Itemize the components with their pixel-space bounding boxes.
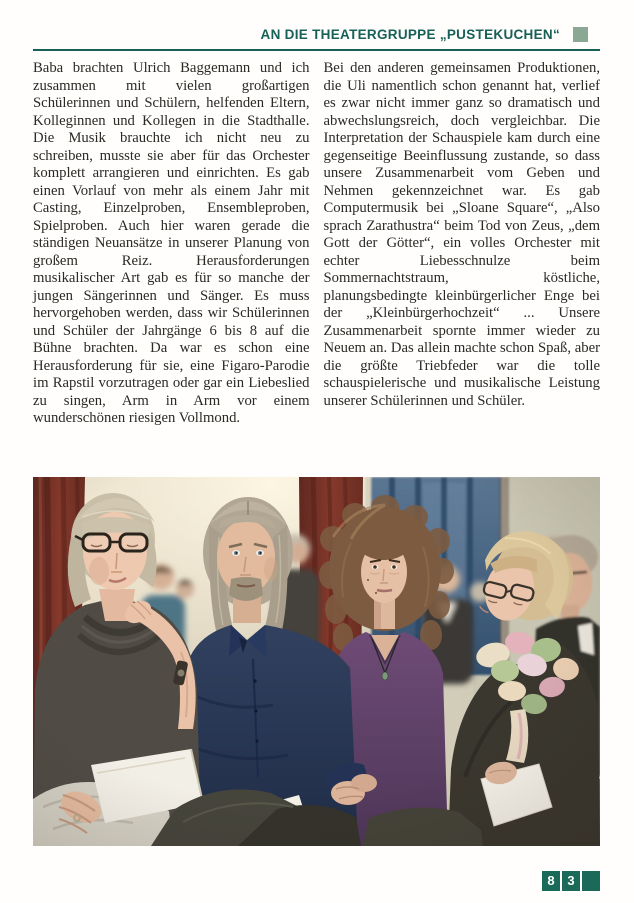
page-number-box-blank: [582, 871, 600, 891]
article-column-right: Bei den anderen gemeinsamen Produktionen, die Uli namentlich schon genannt hat, verlief es zwar nicht immer ganz so dramatisch und abwechslungsreich, doch vergleichbar. Die Interpretation der Schauspiele kam durch eine gegenseitige Beeinflussung zustande, so dass unsere Zusammenarbeit vom Geben und Nehmen gekennzeichnet war. Es gab Computermusik bei „Sloane Square“, „Also sprach Zarathustra“ beim Tod von Zeus, „dem Gott der Götter“, ein volles Orchester mit echter Liebesschnulze beim Sommernachtstraum, köstliche, planungsbedingte kleinbürgerlicher Enge bei der „Kleinbürgerhochzeit“ ... Unsere Zusammenarbeit spornte immer wieder zu Neuem an. Das allein machte schon Spaß, aber die größte Triebfeder war die tolle schauspielerische und musikalische Leistung unserer Schülerinnen und Schüler.: [323, 60, 600, 409]
page-number-box-3: 3: [562, 871, 580, 891]
audience-photo: [33, 477, 600, 846]
page-number-box-8: 8: [542, 871, 560, 891]
header-divider: [33, 49, 600, 51]
page-footer: [33, 871, 600, 891]
page-title: AN DIE THEATERGRUPPE „PUSTEKUCHEN“: [260, 26, 560, 42]
article-body: [33, 60, 600, 428]
header-accent-square: [573, 27, 588, 42]
photo-vignette: [33, 477, 600, 846]
article-column-left: Baba brachten Ulrich Baggemann und ich zusammen mit vielen großartigen Schülerinnen und Schülern, helfenden Eltern, Kolleginnen und Kollegen in die Stadthalle. Die Musik brauchte ich nicht neu zu schreiben, musste sie aber für das Orchester komplett arrangieren und einrichten. Es gab einen Vorlauf von mehr als einem Jahr mit Casting, Einzelproben, Ensembleproben, Spielproben. Auch hier waren gerade die ständigen Neuansätze in unserer Planung von großem Reiz. Herausforderungen musikalischer Art gab es für so manche der jungen Sängerinnen und Sänger. Es muss hervorgehoben werden, dass wir Schülerinnen und Schüler der Jahrgänge 6 bis 8 auf die Bühne brachten. Da war es schon eine Herausforderung für sie, eine Figaro-Parodie im Rapstil vorzutragen oder gar ein Liebeslied zu singen, Arm in Arm vor einem wunderschönen riesigen Vollmond.: [33, 60, 310, 426]
page-header: [33, 25, 600, 43]
